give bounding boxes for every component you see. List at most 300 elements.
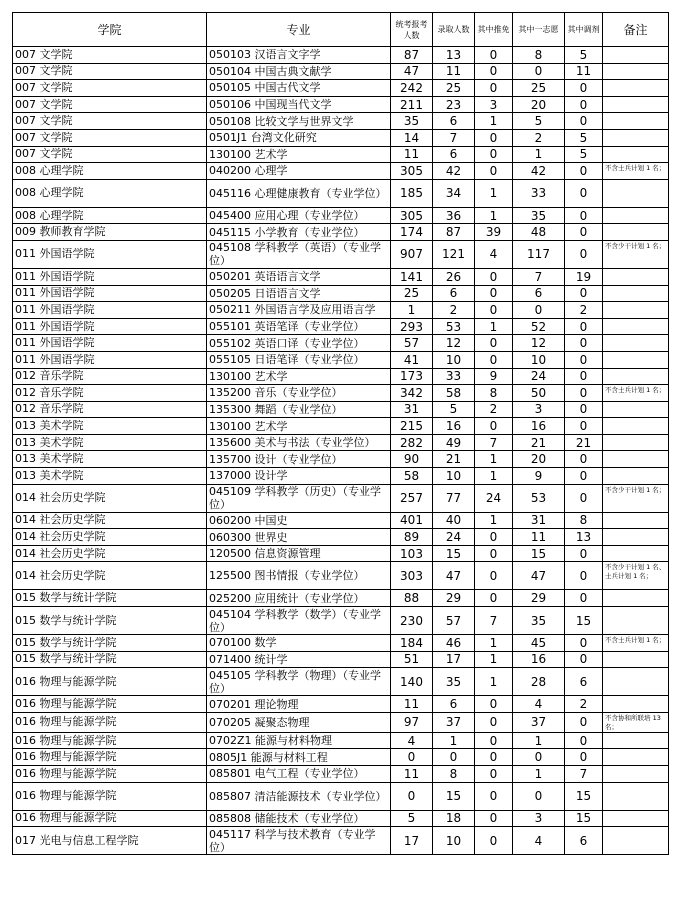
applicants-cell: 88	[391, 590, 433, 607]
admitted-cell: 5	[433, 401, 475, 418]
table-row	[13, 146, 669, 163]
adjusted-cell: 5	[565, 146, 603, 163]
major-cell: 130100 艺术学	[207, 368, 391, 385]
admitted-cell: 17	[433, 651, 475, 668]
table-row	[13, 712, 669, 732]
adjusted-cell: 0	[565, 113, 603, 130]
admitted-cell: 15	[433, 782, 475, 810]
first-choice-cell: 52	[513, 318, 565, 335]
adjusted-cell: 6	[565, 827, 603, 855]
table-row	[13, 766, 669, 783]
table-row	[13, 385, 669, 402]
header-applicants: 统考报考人数	[391, 13, 433, 47]
first-choice-cell: 7	[513, 268, 565, 285]
remarks-cell: 不含协和所联培 13 名；	[603, 712, 669, 732]
header-remarks: 备注	[603, 13, 669, 47]
adjusted-cell: 15	[565, 607, 603, 635]
first-choice-cell: 1	[513, 146, 565, 163]
applicants-cell: 5	[391, 810, 433, 827]
adjusted-cell: 0	[565, 224, 603, 241]
school-cell: 015 数学与统计学院	[13, 635, 207, 652]
major-cell: 050205 日语语言文学	[207, 285, 391, 302]
admitted-cell: 37	[433, 712, 475, 732]
applicants-cell: 41	[391, 351, 433, 368]
remarks-cell	[603, 749, 669, 766]
admitted-cell: 6	[433, 285, 475, 302]
school-cell: 013 美术学院	[13, 418, 207, 435]
first-choice-cell: 16	[513, 651, 565, 668]
remarks-cell	[603, 129, 669, 146]
school-cell: 011 外国语学院	[13, 318, 207, 335]
first-choice-cell: 6	[513, 285, 565, 302]
adjusted-cell: 0	[565, 451, 603, 468]
table-row	[13, 696, 669, 713]
admitted-cell: 24	[433, 529, 475, 546]
school-cell: 016 物理与能源学院	[13, 810, 207, 827]
table-row	[13, 163, 669, 180]
table-row	[13, 318, 669, 335]
major-cell: 070201 理论物理	[207, 696, 391, 713]
table-row	[13, 207, 669, 224]
exempt-cell: 0	[475, 782, 513, 810]
remarks-cell	[603, 418, 669, 435]
major-cell: 025200 应用统计（专业学位）	[207, 590, 391, 607]
exempt-cell: 0	[475, 63, 513, 80]
major-cell: 050106 中国现当代文学	[207, 96, 391, 113]
major-cell: 135300 舞蹈（专业学位）	[207, 401, 391, 418]
table-row	[13, 418, 669, 435]
applicants-cell: 11	[391, 766, 433, 783]
table-row	[13, 732, 669, 749]
first-choice-cell: 50	[513, 385, 565, 402]
table-row	[13, 451, 669, 468]
major-cell: 060200 中国史	[207, 512, 391, 529]
exempt-cell: 4	[475, 240, 513, 268]
adjusted-cell: 0	[565, 179, 603, 207]
school-cell: 014 社会历史学院	[13, 562, 207, 590]
adjusted-cell: 19	[565, 268, 603, 285]
remarks-cell	[603, 468, 669, 485]
school-cell: 016 物理与能源学院	[13, 766, 207, 783]
first-choice-cell: 8	[513, 47, 565, 64]
school-cell: 007 文学院	[13, 80, 207, 97]
table-row	[13, 240, 669, 268]
school-cell: 016 物理与能源学院	[13, 749, 207, 766]
applicants-cell: 14	[391, 129, 433, 146]
school-cell: 011 外国语学院	[13, 285, 207, 302]
major-cell: 135600 美术与书法（专业学位）	[207, 434, 391, 451]
remarks-cell	[603, 368, 669, 385]
table-row	[13, 827, 669, 855]
exempt-cell: 0	[475, 302, 513, 319]
adjusted-cell: 0	[565, 468, 603, 485]
applicants-cell: 47	[391, 63, 433, 80]
exempt-cell: 3	[475, 96, 513, 113]
applicants-cell: 31	[391, 401, 433, 418]
header-admitted: 录取人数	[433, 13, 475, 47]
table-row	[13, 749, 669, 766]
applicants-cell: 141	[391, 268, 433, 285]
first-choice-cell: 33	[513, 179, 565, 207]
applicants-cell: 907	[391, 240, 433, 268]
table-row	[13, 468, 669, 485]
first-choice-cell: 25	[513, 80, 565, 97]
major-cell: 085807 清洁能源技术（专业学位）	[207, 782, 391, 810]
major-cell: 0702Z1 能源与材料物理	[207, 732, 391, 749]
applicants-cell: 211	[391, 96, 433, 113]
admitted-cell: 34	[433, 179, 475, 207]
header-first-choice: 其中一志愿	[513, 13, 565, 47]
school-cell: 016 物理与能源学院	[13, 668, 207, 696]
first-choice-cell: 1	[513, 766, 565, 783]
exempt-cell: 0	[475, 827, 513, 855]
remarks-cell	[603, 401, 669, 418]
applicants-cell: 0	[391, 749, 433, 766]
first-choice-cell: 21	[513, 434, 565, 451]
applicants-cell: 17	[391, 827, 433, 855]
first-choice-cell: 5	[513, 113, 565, 130]
applicants-cell: 57	[391, 335, 433, 352]
exempt-cell: 1	[475, 668, 513, 696]
exempt-cell: 0	[475, 335, 513, 352]
adjusted-cell: 0	[565, 590, 603, 607]
admitted-cell: 36	[433, 207, 475, 224]
adjusted-cell: 0	[565, 96, 603, 113]
admitted-cell: 57	[433, 607, 475, 635]
exempt-cell: 0	[475, 696, 513, 713]
adjusted-cell: 0	[565, 712, 603, 732]
exempt-cell: 1	[475, 179, 513, 207]
exempt-cell: 0	[475, 163, 513, 180]
admitted-cell: 40	[433, 512, 475, 529]
adjusted-cell: 0	[565, 545, 603, 562]
table-body	[13, 47, 669, 855]
adjusted-cell: 0	[565, 484, 603, 512]
adjusted-cell: 21	[565, 434, 603, 451]
school-cell: 014 社会历史学院	[13, 484, 207, 512]
admitted-cell: 12	[433, 335, 475, 352]
exempt-cell: 0	[475, 129, 513, 146]
remarks-cell: 不含少干计划 1 名；	[603, 240, 669, 268]
major-cell: 045109 学科教学（历史）（专业学位）	[207, 484, 391, 512]
school-cell: 015 数学与统计学院	[13, 607, 207, 635]
major-cell: 130100 艺术学	[207, 146, 391, 163]
first-choice-cell: 1	[513, 732, 565, 749]
remarks-cell	[603, 732, 669, 749]
first-choice-cell: 35	[513, 207, 565, 224]
admitted-cell: 6	[433, 146, 475, 163]
remarks-cell	[603, 63, 669, 80]
first-choice-cell: 45	[513, 635, 565, 652]
first-choice-cell: 2	[513, 129, 565, 146]
admitted-cell: 121	[433, 240, 475, 268]
school-cell: 008 心理学院	[13, 163, 207, 180]
school-cell: 016 物理与能源学院	[13, 732, 207, 749]
remarks-cell	[603, 451, 669, 468]
applicants-cell: 0	[391, 782, 433, 810]
table-row	[13, 484, 669, 512]
school-cell: 015 数学与统计学院	[13, 590, 207, 607]
school-cell: 011 外国语学院	[13, 335, 207, 352]
adjusted-cell: 5	[565, 47, 603, 64]
table-row	[13, 401, 669, 418]
school-cell: 011 外国语学院	[13, 240, 207, 268]
applicants-cell: 184	[391, 635, 433, 652]
remarks-cell	[603, 529, 669, 546]
table-row	[13, 562, 669, 590]
adjusted-cell: 0	[565, 418, 603, 435]
adjusted-cell: 0	[565, 335, 603, 352]
remarks-cell	[603, 146, 669, 163]
exempt-cell: 0	[475, 562, 513, 590]
first-choice-cell: 9	[513, 468, 565, 485]
exempt-cell: 0	[475, 712, 513, 732]
remarks-cell	[603, 47, 669, 64]
school-cell: 016 物理与能源学院	[13, 696, 207, 713]
exempt-cell: 0	[475, 732, 513, 749]
major-cell: 085808 储能技术（专业学位）	[207, 810, 391, 827]
first-choice-cell: 11	[513, 529, 565, 546]
adjusted-cell: 8	[565, 512, 603, 529]
adjusted-cell: 0	[565, 240, 603, 268]
adjusted-cell: 0	[565, 651, 603, 668]
remarks-cell: 不含少干计划 1 名、士兵计划 1 名；	[603, 562, 669, 590]
exempt-cell: 1	[475, 635, 513, 652]
applicants-cell: 305	[391, 207, 433, 224]
remarks-cell: 不含士兵计划 1 名；	[603, 635, 669, 652]
table-row	[13, 607, 669, 635]
remarks-cell	[603, 80, 669, 97]
exempt-cell: 1	[475, 318, 513, 335]
admitted-cell: 10	[433, 468, 475, 485]
applicants-cell: 97	[391, 712, 433, 732]
remarks-cell	[603, 285, 669, 302]
applicants-cell: 293	[391, 318, 433, 335]
school-cell: 013 美术学院	[13, 468, 207, 485]
exempt-cell: 0	[475, 749, 513, 766]
exempt-cell: 0	[475, 351, 513, 368]
remarks-cell	[603, 351, 669, 368]
table-row	[13, 810, 669, 827]
admitted-cell: 8	[433, 766, 475, 783]
applicants-cell: 173	[391, 368, 433, 385]
admissions-table	[12, 12, 669, 855]
applicants-cell: 11	[391, 696, 433, 713]
major-cell: 0805J1 能源与材料工程	[207, 749, 391, 766]
school-cell: 013 美术学院	[13, 434, 207, 451]
exempt-cell: 0	[475, 590, 513, 607]
applicants-cell: 215	[391, 418, 433, 435]
applicants-cell: 242	[391, 80, 433, 97]
remarks-cell	[603, 302, 669, 319]
first-choice-cell: 31	[513, 512, 565, 529]
exempt-cell: 0	[475, 268, 513, 285]
remarks-cell	[603, 179, 669, 207]
applicants-cell: 401	[391, 512, 433, 529]
applicants-cell: 257	[391, 484, 433, 512]
school-cell: 007 文学院	[13, 63, 207, 80]
exempt-cell: 0	[475, 80, 513, 97]
admitted-cell: 33	[433, 368, 475, 385]
school-cell: 014 社会历史学院	[13, 529, 207, 546]
remarks-cell	[603, 113, 669, 130]
table-row	[13, 335, 669, 352]
table-row	[13, 224, 669, 241]
admitted-cell: 29	[433, 590, 475, 607]
exempt-cell: 1	[475, 468, 513, 485]
major-cell: 0501J1 台湾文化研究	[207, 129, 391, 146]
first-choice-cell: 29	[513, 590, 565, 607]
table-row	[13, 113, 669, 130]
first-choice-cell: 20	[513, 451, 565, 468]
admitted-cell: 53	[433, 318, 475, 335]
exempt-cell: 0	[475, 146, 513, 163]
admitted-cell: 47	[433, 562, 475, 590]
remarks-cell	[603, 827, 669, 855]
remarks-cell: 不含士兵计划 1 名；	[603, 385, 669, 402]
school-cell: 007 文学院	[13, 113, 207, 130]
adjusted-cell: 7	[565, 766, 603, 783]
admitted-cell: 42	[433, 163, 475, 180]
admitted-cell: 35	[433, 668, 475, 696]
admitted-cell: 87	[433, 224, 475, 241]
major-cell: 045117 科学与技术教育（专业学位）	[207, 827, 391, 855]
first-choice-cell: 0	[513, 749, 565, 766]
admitted-cell: 2	[433, 302, 475, 319]
table-row	[13, 668, 669, 696]
admitted-cell: 16	[433, 418, 475, 435]
school-cell: 011 外国语学院	[13, 268, 207, 285]
first-choice-cell: 3	[513, 401, 565, 418]
exempt-cell: 1	[475, 113, 513, 130]
remarks-cell	[603, 545, 669, 562]
remarks-cell	[603, 810, 669, 827]
major-cell: 050211 外国语言学及应用语言学	[207, 302, 391, 319]
table-row	[13, 63, 669, 80]
exempt-cell: 0	[475, 766, 513, 783]
school-cell: 012 音乐学院	[13, 368, 207, 385]
applicants-cell: 303	[391, 562, 433, 590]
major-cell: 050105 中国古代文学	[207, 80, 391, 97]
major-cell: 045108 学科教学（英语）（专业学位）	[207, 240, 391, 268]
adjusted-cell: 0	[565, 80, 603, 97]
exempt-cell: 9	[475, 368, 513, 385]
remarks-cell	[603, 590, 669, 607]
adjusted-cell: 6	[565, 668, 603, 696]
major-cell: 045400 应用心理（专业学位）	[207, 207, 391, 224]
remarks-cell: 不含士兵计划 1 名；	[603, 163, 669, 180]
applicants-cell: 1	[391, 302, 433, 319]
header-school: 学院	[13, 13, 207, 47]
table-row	[13, 268, 669, 285]
table-row	[13, 351, 669, 368]
major-cell: 071400 统计学	[207, 651, 391, 668]
first-choice-cell: 3	[513, 810, 565, 827]
first-choice-cell: 47	[513, 562, 565, 590]
admitted-cell: 1	[433, 732, 475, 749]
school-cell: 008 心理学院	[13, 207, 207, 224]
applicants-cell: 230	[391, 607, 433, 635]
remarks-cell	[603, 782, 669, 810]
exempt-cell: 0	[475, 418, 513, 435]
table-row	[13, 285, 669, 302]
school-cell: 012 音乐学院	[13, 401, 207, 418]
applicants-cell: 185	[391, 179, 433, 207]
major-cell: 045104 学科教学（数学）（专业学位）	[207, 607, 391, 635]
applicants-cell: 25	[391, 285, 433, 302]
applicants-cell: 103	[391, 545, 433, 562]
major-cell: 050104 中国古典文献学	[207, 63, 391, 80]
header-exempt: 其中推免	[475, 13, 513, 47]
remarks-cell	[603, 96, 669, 113]
remarks-cell	[603, 318, 669, 335]
major-cell: 060300 世界史	[207, 529, 391, 546]
header-adjusted: 其中调剂	[565, 13, 603, 47]
major-cell: 055101 英语笔译（专业学位）	[207, 318, 391, 335]
school-cell: 016 物理与能源学院	[13, 782, 207, 810]
first-choice-cell: 10	[513, 351, 565, 368]
remarks-cell	[603, 207, 669, 224]
school-cell: 007 文学院	[13, 129, 207, 146]
admitted-cell: 49	[433, 434, 475, 451]
first-choice-cell: 35	[513, 607, 565, 635]
exempt-cell: 0	[475, 545, 513, 562]
applicants-cell: 58	[391, 468, 433, 485]
school-cell: 007 文学院	[13, 47, 207, 64]
major-cell: 085801 电气工程（专业学位）	[207, 766, 391, 783]
first-choice-cell: 0	[513, 302, 565, 319]
adjusted-cell: 0	[565, 285, 603, 302]
adjusted-cell: 2	[565, 302, 603, 319]
major-cell: 040200 心理学	[207, 163, 391, 180]
exempt-cell: 0	[475, 810, 513, 827]
first-choice-cell: 24	[513, 368, 565, 385]
first-choice-cell: 16	[513, 418, 565, 435]
admitted-cell: 13	[433, 47, 475, 64]
major-cell: 045116 心理健康教育（专业学位）	[207, 179, 391, 207]
admitted-cell: 0	[433, 749, 475, 766]
applicants-cell: 342	[391, 385, 433, 402]
adjusted-cell: 5	[565, 129, 603, 146]
exempt-cell: 0	[475, 285, 513, 302]
exempt-cell: 2	[475, 401, 513, 418]
adjusted-cell: 0	[565, 368, 603, 385]
admitted-cell: 15	[433, 545, 475, 562]
table-row	[13, 590, 669, 607]
major-cell: 070205 凝聚态物理	[207, 712, 391, 732]
remarks-cell	[603, 268, 669, 285]
applicants-cell: 51	[391, 651, 433, 668]
school-cell: 015 数学与统计学院	[13, 651, 207, 668]
major-cell: 120500 信息资源管理	[207, 545, 391, 562]
adjusted-cell: 11	[565, 63, 603, 80]
adjusted-cell: 0	[565, 732, 603, 749]
school-cell: 014 社会历史学院	[13, 512, 207, 529]
table-row	[13, 179, 669, 207]
school-cell: 008 心理学院	[13, 179, 207, 207]
applicants-cell: 87	[391, 47, 433, 64]
admitted-cell: 21	[433, 451, 475, 468]
first-choice-cell: 37	[513, 712, 565, 732]
table-row	[13, 545, 669, 562]
admitted-cell: 10	[433, 351, 475, 368]
major-cell: 045115 小学教育（专业学位）	[207, 224, 391, 241]
adjusted-cell: 0	[565, 318, 603, 335]
exempt-cell: 0	[475, 47, 513, 64]
adjusted-cell: 0	[565, 635, 603, 652]
first-choice-cell: 117	[513, 240, 565, 268]
adjusted-cell: 0	[565, 562, 603, 590]
